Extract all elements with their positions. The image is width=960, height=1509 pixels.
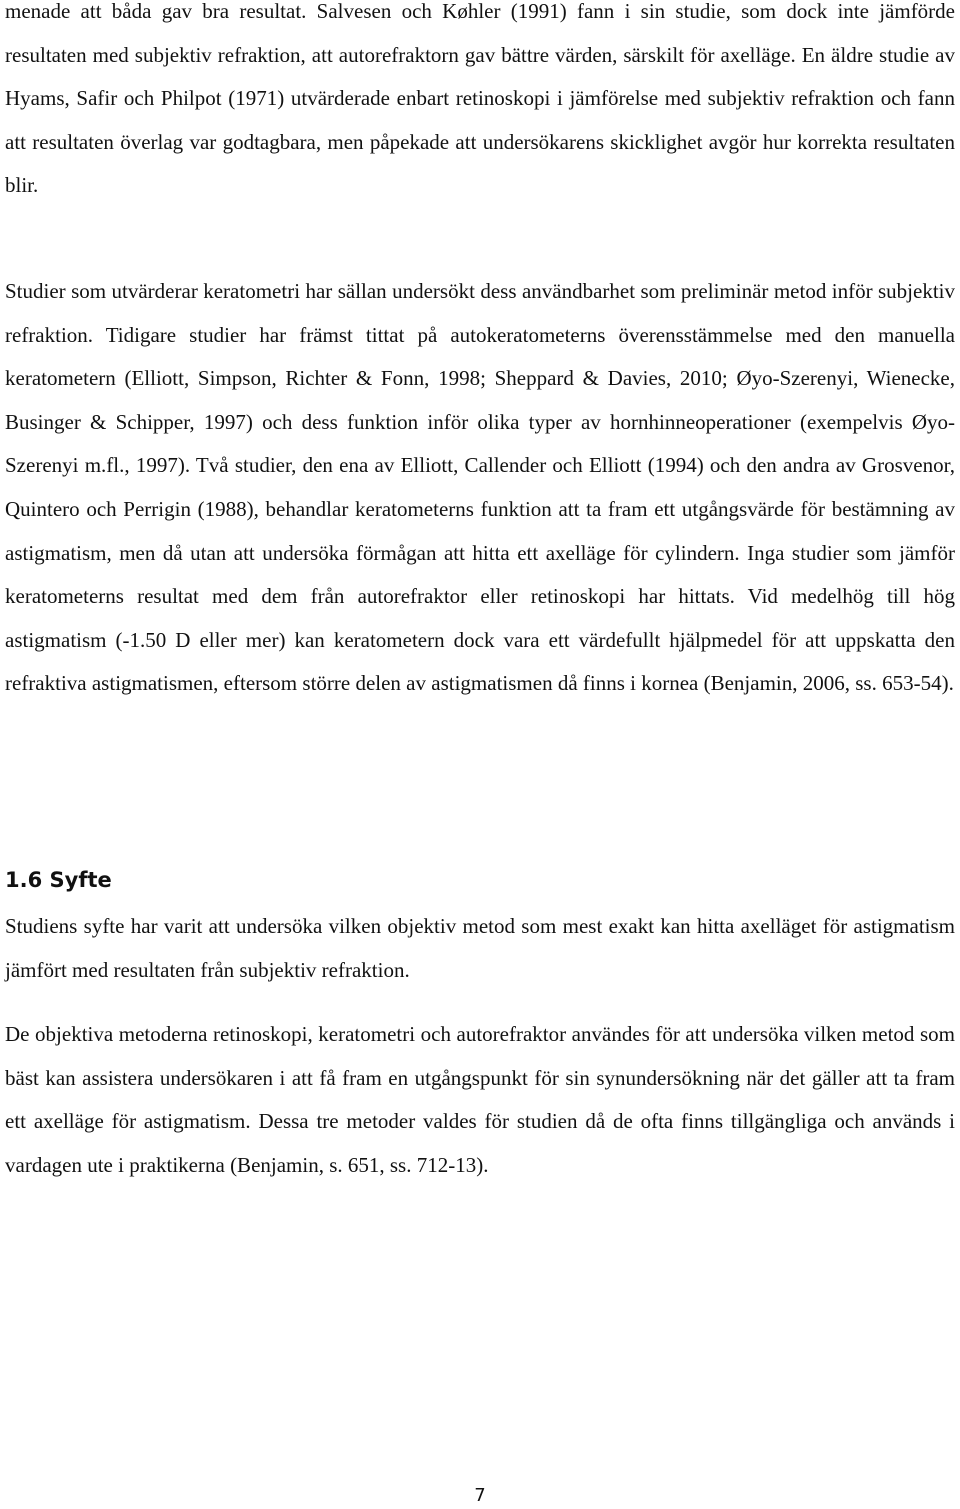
paragraph-keratometry-studies: Studier som utvärderar keratometri har sällan undersökt dess användbarhet som preliminär metod inför subjektiv refraktion. Tidigare studier har främst tittat på autokeratometerns överensstämmelse med den manuella keratometern (Elliott, Simpson, Richter & Fonn, 1998; Sheppard & Davies, 2010; Øyo-Szerenyi, Wienecke, Businger & Schipper, 1997) och dess funktion inför olika typer av hornhinneoperationer (exempelvis Øyo-Szerenyi m.fl., 1997). Två studier, den ena av Elliott, Callender och Elliott (1994) och den andra av Grosvenor, Quintero och Perrigin (1988), behandlar keratometerns funktion att ta fram ett utgångsvärde för bestämning av astigmatism, men då utan att undersöka förmågan att hitta ett axelläge för cylindern. Inga studier som jämför keratometerns resultat med dem från autorefraktor eller retinoskopi har hittats. Vid medelhög till hög astigmatism (-1.50 D eller mer) kan keratometern dock vara ett värdefullt hjälpmedel för att uppskatta den refraktiva astigmatismen, eftersom större delen av astigmatismen då finns i kornea (Benjamin, 2006, ss. 653-54).	[5, 279, 955, 696]
paragraph-objective-methods: De objektiva metoderna retinoskopi, keratometri och autorefraktor användes för att undersöka vilken metod som bäst kan assistera undersökaren i att få fram en utgångspunkt för sin synundersökning när det gäller att ta fram ett axelläge för astigmatism. Dessa tre metoder valdes för studien då de ofta finns tillgängliga och används i vardagen ute i praktikerna (Benjamin, s. 651, ss. 712-13).	[5, 1022, 955, 1177]
section-heading-syfte: 1.6 Syfte	[5, 868, 112, 892]
paragraph-study-purpose: Studiens syfte har varit att undersöka vilken objektiv metod som mest exakt kan hitta axelläget för astigmatism jämfört med resultaten från subjektiv refraktion.	[5, 914, 955, 982]
page-number: 7	[474, 1485, 486, 1506]
paragraph-previous-studies: menade att båda gav bra resultat. Salvesen och Køhler (1991) fann i sin studie, som dock inte jämförde resultaten med subjektiv refraktion, att autorefraktorn gav bättre värden, särskilt för axelläge. En äldre studie av Hyams, Safir och Philpot (1971) utvärderade enbart retinoskopi i jämförelse med subjektiv refraktion och fann att resultaten överlag var godtagbara, men påpekade att undersökarens skicklighet avgör hur korrekta resultaten blir.	[5, 0, 955, 198]
